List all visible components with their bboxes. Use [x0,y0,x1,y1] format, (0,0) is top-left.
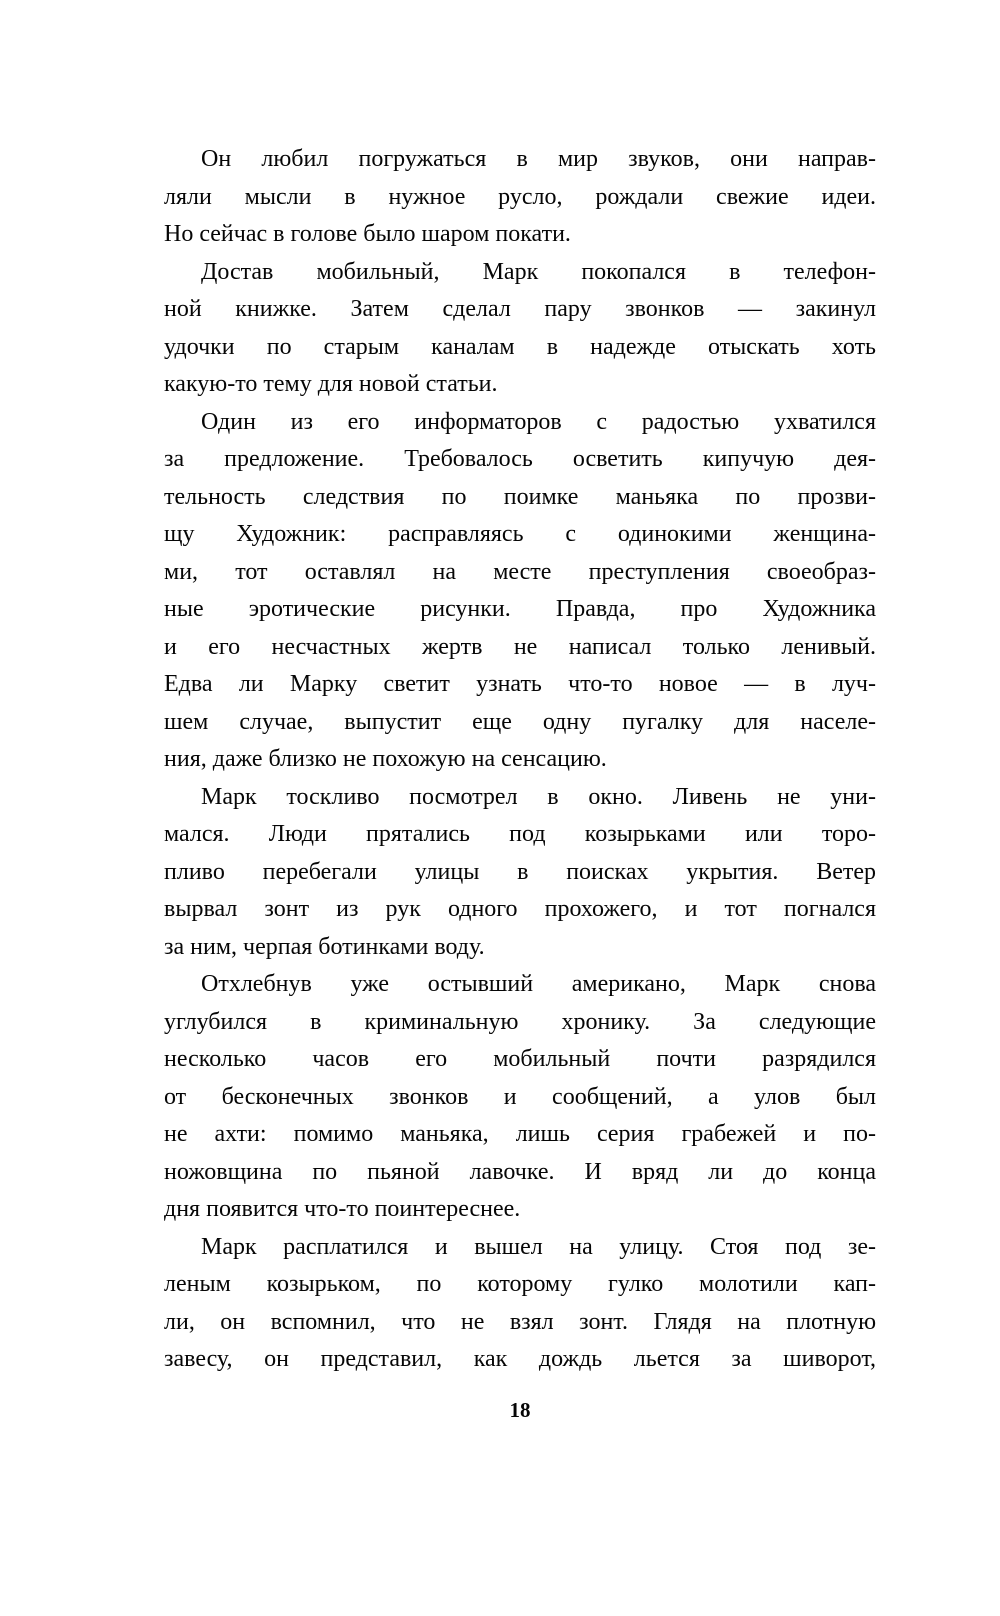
text-line: Но сейчас в голове было шаром покати. [164,221,571,247]
text-line: ния, даже близко не похожую на сенсацию. [164,746,607,772]
text-line: какую-то тему для новой статьи. [164,371,498,397]
text-line: за предложение. Требовалось осветить кипучую дея- [164,446,876,472]
text-line: углубился в криминальную хронику. За следующие [164,1008,876,1035]
text-line: ми, тот оставлял на месте преступления своеобраз- [164,558,876,585]
text-line: мался. Люди прятались под козырьками или торо- [164,821,876,847]
text-line: ляли мысли в нужное русло, рождали свежие идеи. [164,183,876,210]
text-line: дня появится что-то поинтереснее. [164,1196,521,1222]
text-line: Едва ли Марку светит узнать что-то новое — в луч- [164,671,876,697]
page-number: 18 [509,1398,531,1422]
text-line: Один из его информаторов с радостью ухватился [201,408,876,435]
text-line: ные эротические рисунки. Правда, про Художника [164,596,876,622]
text-line: ной книжке. Затем сделал пару звонков — закинул [164,296,876,322]
page-text [164,141,876,1379]
text-line: от бесконечных звонков и сообщений, а улов был [164,1083,876,1110]
text-line: вырвал зонт из рук одного прохожего, и тот погнался [164,896,876,922]
paragraph [164,1229,876,1379]
text-line: не ахти: помимо маньяка, лишь серия грабежей и по- [164,1121,876,1147]
paragraph [164,141,876,254]
text-line: завесу, он представил, как дождь льется за шиворот, [164,1346,876,1372]
text-line: Отхлебнув уже остывший американо, Марк снова [201,971,876,997]
text-line: шем случае, выпустит еще одну пугалку для населе- [164,708,876,735]
text-line: Достав мобильный, Марк покопался в телефон- [201,258,876,285]
text-line: Марк расплатился и вышел на улицу. Стоя под зе- [201,1233,876,1260]
text-line: ножовщина по пьяной лавочке. И вряд ли до конца [164,1158,876,1185]
text-line: и его несчастных жертв не написал только ленивый. [164,633,876,660]
text-line: пливо перебегали улицы в поисках укрытия. Ветер [164,858,876,885]
paragraph [164,254,876,404]
text-line: ли, он вспомнил, что не взял зонт. Глядя на плотную [164,1308,876,1335]
paragraph [164,966,876,1229]
text-line: несколько часов его мобильный почти разрядился [164,1046,876,1072]
text-line: за ним, черпая ботинками воду. [164,933,485,960]
paragraph [164,779,876,967]
paragraph [164,404,876,779]
text-line: удочки по старым каналам в надежде отыскать хоть [164,333,876,360]
text-line: тельность следствия по поимке маньяка по прозви- [164,483,876,510]
text-line: Он любил погружаться в мир звуков, они направ- [201,146,876,172]
text-line: Марк тоскливо посмотрел в окно. Ливень не уни- [201,783,876,810]
text-line: щу Художник: расправляясь с одинокими женщина- [164,521,876,547]
text-line: леным козырьком, по которому гулко молотили кап- [164,1271,876,1297]
